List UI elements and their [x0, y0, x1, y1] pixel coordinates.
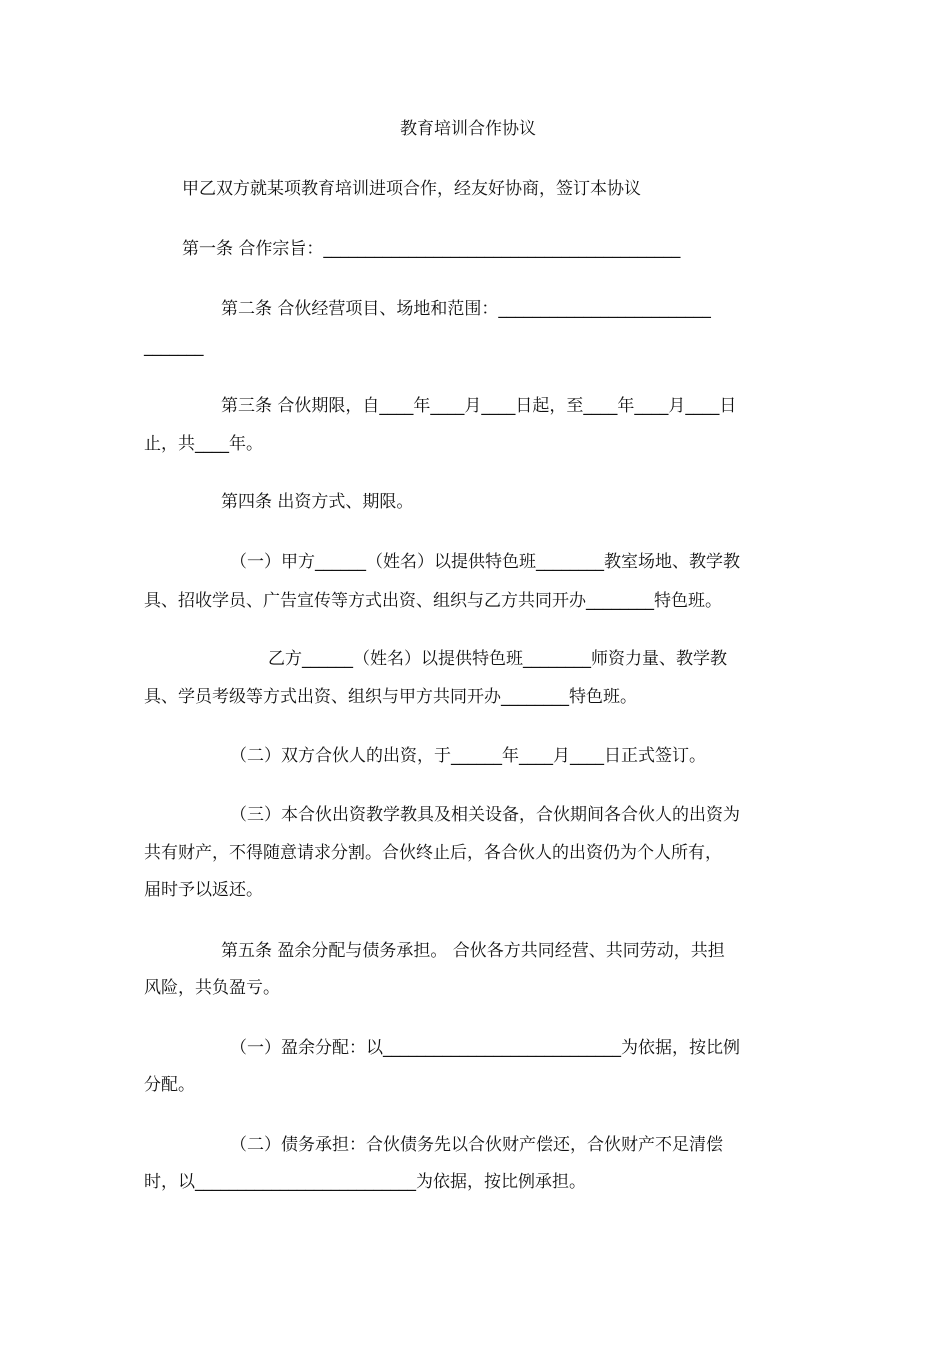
article-4-clause-1-line-1: （一）甲方______（姓名）以提供特色班________教室场地、教学教	[230, 552, 740, 572]
article-2-line-1: 第二条 合伙经营项目、场地和范围：_________________________	[221, 299, 711, 319]
article-5-line-2: 风险，共负盈亏。	[144, 978, 280, 998]
article-5-clause-2-line-2: 时，以__________________________为依据，按比例承担。	[144, 1172, 586, 1192]
article-4-clause-3-line-1: （三）本合伙出资教学教具及相关设备，合伙期间各合伙人的出资为	[230, 805, 740, 825]
document-title: 教育培训合作协议	[400, 119, 536, 139]
article-4-party-b-line-2: 具、学员考级等方式出资、组织与甲方共同开办________特色班。	[144, 687, 637, 707]
article-4-clause-2: （二）双方合伙人的出资，于______年____月____日正式签订。	[230, 746, 706, 766]
article-1: 第一条 合作宗旨：__________________________________________	[182, 239, 681, 259]
article-4-clause-1-line-2: 具、招收学员、广告宣传等方式出资、组织与乙方共同开办________特色班。	[144, 591, 722, 611]
article-3-line-1: 第三条 合伙期限，自____年____月____日起，至____年____月____日	[221, 396, 737, 416]
article-4-clause-3-line-3: 届时予以返还。	[144, 880, 263, 900]
article-5-clause-2-line-1: （二）债务承担：合伙债务先以合伙财产偿还，合伙财产不足清偿	[230, 1135, 723, 1155]
article-2-line-2: _______	[144, 337, 204, 357]
article-4-clause-3-line-2: 共有财产，不得随意请求分割。合伙终止后，各合伙人的出资仍为个人所有，	[144, 843, 722, 863]
article-5-clause-1-line-1: （一）盈余分配：以____________________________为依据，按比例	[230, 1038, 740, 1058]
article-5-line-1: 第五条 盈余分配与债务承担。 合伙各方共同经营、共同劳动，共担	[221, 941, 725, 961]
article-3-line-2: 止，共____年。	[144, 434, 263, 454]
article-4-party-b-line-1: 乙方______（姓名）以提供特色班________师资力量、教学教	[268, 649, 727, 669]
intro-paragraph: 甲乙双方就某项教育培训进项合作，经友好协商，签订本协议	[182, 179, 641, 199]
article-4-heading: 第四条 出资方式、期限。	[221, 492, 414, 512]
article-5-clause-1-line-2: 分配。	[144, 1075, 195, 1095]
